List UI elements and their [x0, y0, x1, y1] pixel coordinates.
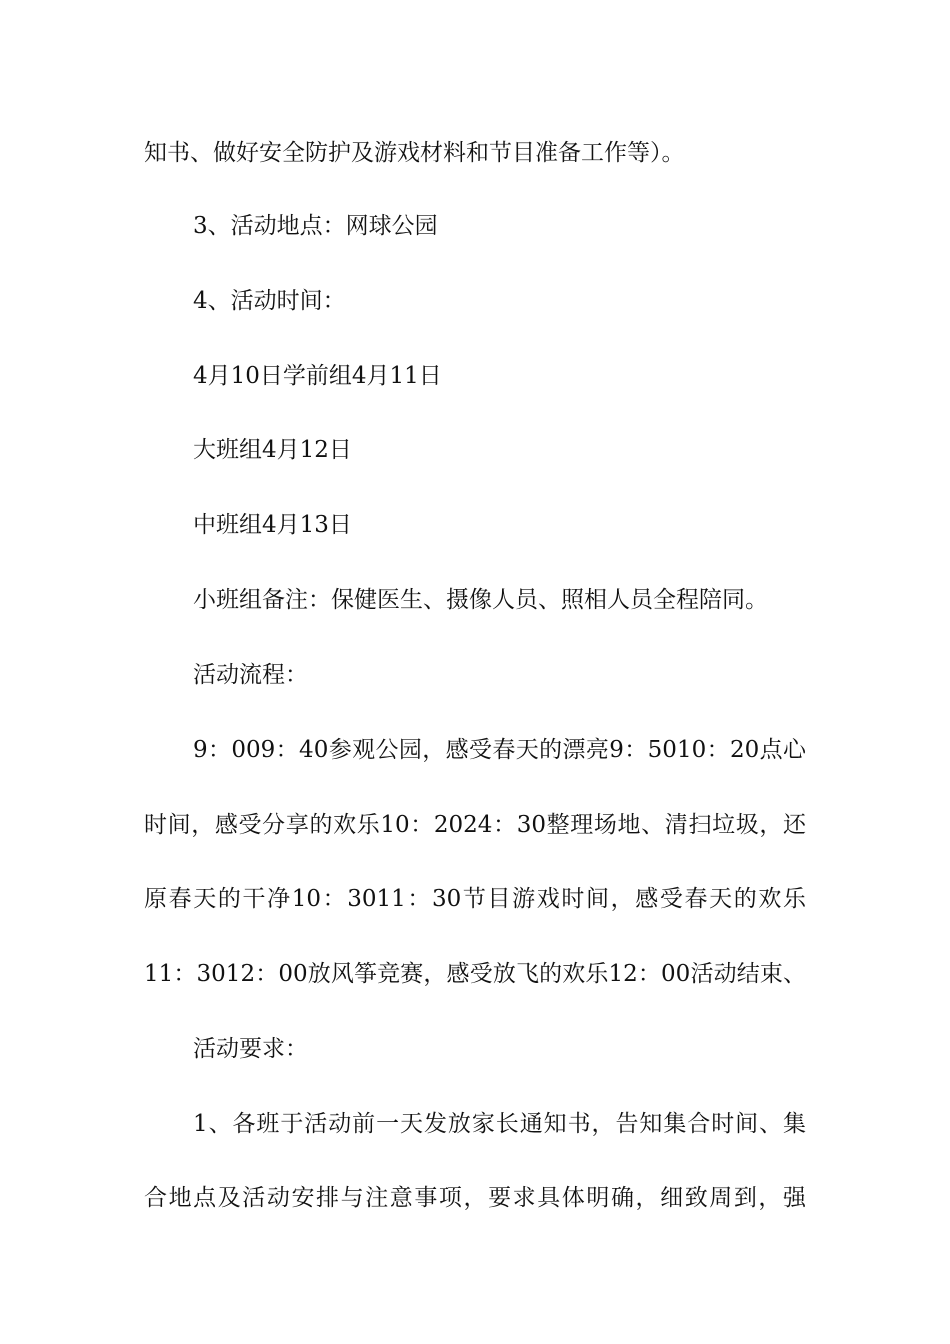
- paragraph-line-process-heading: 活动流程：: [193, 662, 308, 688]
- paragraph-line-process-1: 9：009：40参观公园，感受春天的漂亮9：5010：20点心: [193, 737, 806, 763]
- paragraph-line-process-3: 原春天的干净10：3011：30节目游戏时间，感受春天的欢乐: [144, 886, 806, 912]
- paragraph-line-date-senior: 大班组4月12日: [193, 437, 352, 463]
- paragraph-line-requirement-2: 合地点及活动安排与注意事项，要求具体明确，细致周到，强: [144, 1185, 806, 1211]
- paragraph-line-requirements-heading: 活动要求：: [193, 1036, 308, 1062]
- paragraph-line-time-heading: 4、活动时间：: [193, 288, 346, 314]
- paragraph-line-notice-end: 知书、做好安全防护及游戏材料和节目准备工作等）。: [144, 140, 685, 166]
- paragraph-line-process-2: 时间，感受分享的欢乐10：2024：30整理场地、清扫垃圾，还: [144, 812, 806, 838]
- paragraph-line-remarks: 小班组备注：保健医生、摄像人员、照相人员全程陪同。: [193, 587, 768, 613]
- paragraph-line-date-preschool: 4月10日学前组4月11日: [193, 363, 442, 389]
- paragraph-line-requirement-1: 1、各班于活动前一天发放家长通知书，告知集合时间、集: [193, 1111, 806, 1137]
- paragraph-line-location: 3、活动地点：网球公园: [193, 213, 438, 239]
- paragraph-line-process-4: 11：3012：00放风筝竞赛，感受放飞的欢乐12：00活动结束、: [144, 961, 806, 987]
- paragraph-line-date-middle: 中班组4月13日: [193, 512, 352, 538]
